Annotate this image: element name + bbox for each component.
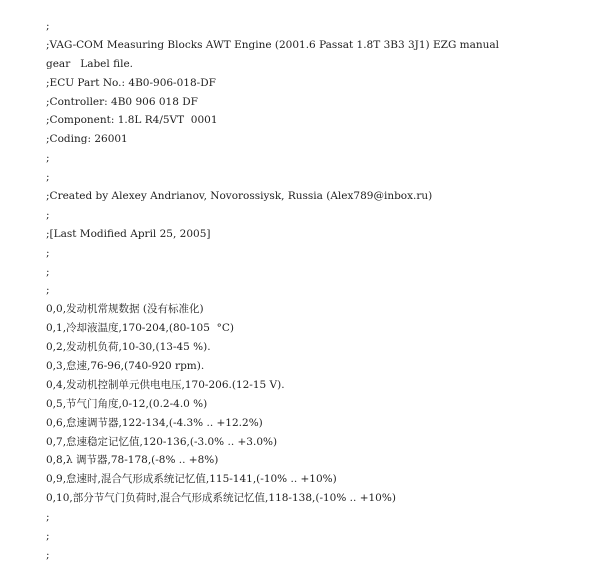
comment-line: ; (46, 265, 50, 278)
measuring-block-line: 0,0,发动机常规数据 (没有标准化) (46, 303, 204, 316)
comment-line: ; (46, 530, 50, 543)
measuring-block-line: 0,2,发动机负荷,10-30,(13-45 %). (46, 341, 211, 354)
author-line: ;Created by Alexey Andrianov, Novorossiysk, Russia (Alex789@inbox.ru) (46, 190, 433, 203)
measuring-block-line: 0,10,部分节气门负荷时,混合气形成系统记忆值,118-138,(-10% .. +10%) (46, 492, 396, 505)
measuring-block-line: 0,3,怠速,76-96,(740-920 rpm). (46, 360, 205, 373)
measuring-block-line: 0,9,怠速时,混合气形成系统记忆值,115-141,(-10% .. +10%) (46, 473, 337, 486)
comment-line: ; (46, 20, 50, 32)
comment-line: ; (46, 511, 50, 524)
measuring-block-line: 0,5,节气门角度,0-12,(0.2-4.0 %) (46, 397, 208, 410)
comment-line: ; (46, 208, 50, 221)
label-file-document (46, 17, 606, 565)
header-title-line: ;VAG-COM Measuring Blocks AWT Engine (2001.6 Passat 1.8T 3B3 3J1) EZG manual (46, 38, 500, 51)
measuring-block-line: 0,6,怠速调节器,122-134,(-4.3% .. +12.2%) (46, 416, 263, 429)
comment-line: ; (46, 246, 50, 259)
coding-line: ;Coding: 26001 (46, 133, 128, 146)
component-line: ;Component: 1.8L R4/5VT 0001 (46, 114, 218, 127)
controller-line: ;Controller: 4B0 906 018 DF (46, 95, 198, 108)
ecu-part-number-line: ;ECU Part No.: 4B0-906-018-DF (46, 76, 216, 89)
comment-line: ; (46, 171, 50, 184)
measuring-block-line: 0,4,发动机控制单元供电电压,170-206.(12-15 V). (46, 378, 285, 391)
measuring-block-line: 0,8,λ 调节器,78-178,(-8% .. +8%) (46, 454, 219, 467)
comment-line: ; (46, 548, 50, 561)
measuring-block-line: 0,7,怠速稳定记忆值,120-136,(-3.0% .. +3.0%) (46, 435, 278, 448)
measuring-block-line: 0,1,冷却液温度,170-204,(80-105 °C) (46, 322, 234, 335)
comment-line: ; (46, 284, 50, 297)
comment-line: ; (46, 152, 50, 165)
last-modified-line: ;[Last Modified April 25, 2005] (46, 227, 211, 240)
header-title-continuation: gear Label file. (46, 57, 134, 70)
